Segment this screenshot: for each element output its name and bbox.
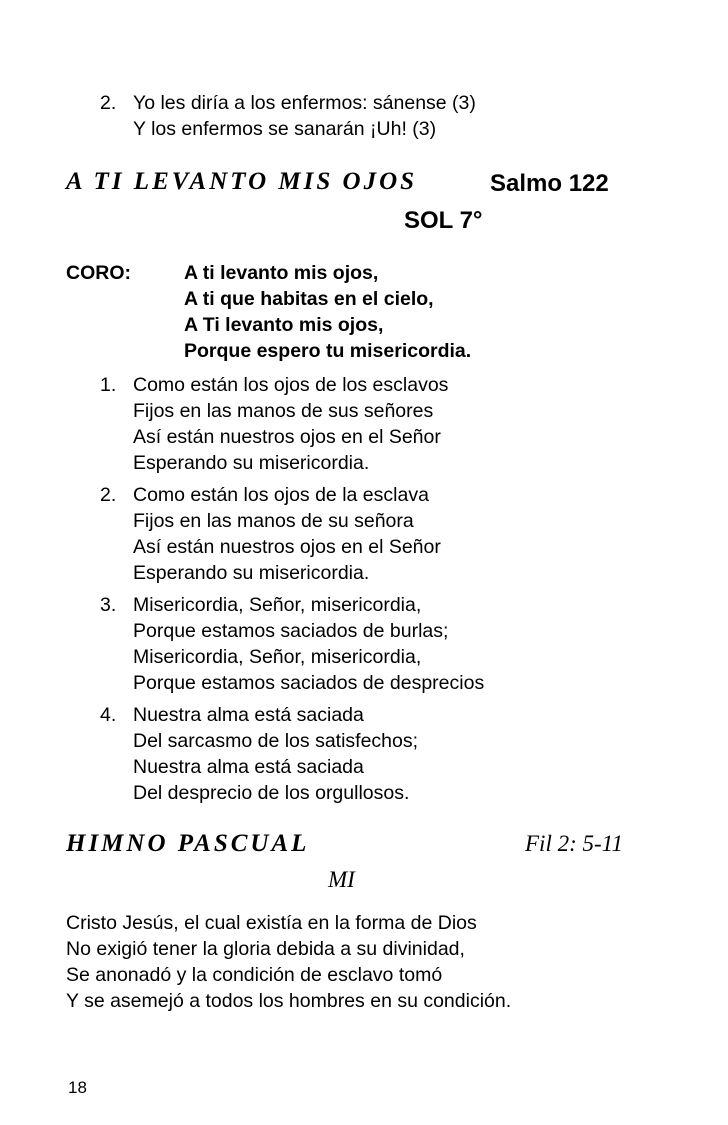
song-title: HIMNO PASCUAL — [66, 830, 310, 857]
hymn-line: Se anonadó y la condición de esclavo tomó — [66, 964, 443, 986]
verse-line: Fijos en las manos de sus señores — [133, 400, 434, 422]
verse-line: Esperando su misericordia. — [133, 562, 370, 584]
hymn-line: Y se asemejó a todos los hombres en su condición. — [66, 990, 512, 1012]
chorus-label: CORO: — [66, 262, 131, 284]
page-number: 18 — [68, 1078, 87, 1097]
song-title: A TI LEVANTO MIS OJOS — [66, 168, 418, 195]
verse-line: Esperando su misericordia. — [133, 452, 370, 474]
verse-number: 3. — [100, 594, 117, 616]
verse-line: Porque estamos saciados de desprecios — [133, 672, 485, 694]
hymn-line: No exigió tener la gloria debida a su divinidad, — [66, 938, 465, 960]
verse-line: Nuestra alma está saciada — [133, 756, 364, 778]
chorus-line: Porque espero tu misericordia. — [184, 340, 472, 362]
verse-number: 4. — [100, 704, 117, 726]
verse-number: 2. — [100, 484, 117, 506]
verse-number: 2. — [100, 92, 117, 114]
song-reference: Fil 2: 5-11 — [525, 831, 623, 856]
verse-line: Y los enfermos se sanarán ¡Uh! (3) — [133, 118, 437, 140]
chorus-line: A ti que habitas en el cielo, — [184, 288, 434, 310]
chorus-line: A Ti levanto mis ojos, — [184, 314, 384, 336]
verse-line: Yo les diría a los enfermos: sánense (3) — [133, 92, 476, 114]
verse-line: Misericordia, Señor, misericordia, — [133, 646, 422, 668]
verse-line: Porque estamos saciados de burlas; — [133, 620, 449, 642]
verse-line: Como están los ojos de los esclavos — [133, 374, 449, 396]
verse-line: Fijos en las manos de su señora — [133, 510, 414, 532]
verse-line: Misericordia, Señor, misericordia, — [133, 594, 422, 616]
verse-line: Como están los ojos de la esclava — [133, 484, 429, 506]
verse-number: 1. — [100, 374, 117, 396]
verse-line: Así están nuestros ojos en el Señor — [133, 426, 441, 448]
verse-line: Del desprecio de los orgullosos. — [133, 782, 410, 804]
song-key: MI — [328, 867, 355, 892]
song-reference: Salmo 122 — [490, 170, 609, 197]
verse-line: Nuestra alma está saciada — [133, 704, 364, 726]
chorus-line: A ti levanto mis ojos, — [184, 262, 379, 284]
verse-line: Del sarcasmo de los satisfechos; — [133, 730, 419, 752]
verse-line: Así están nuestros ojos en el Señor — [133, 536, 441, 558]
hymn-line: Cristo Jesús, el cual existía en la forma de Dios — [66, 912, 477, 934]
song-key: SOL 7° — [404, 207, 483, 234]
